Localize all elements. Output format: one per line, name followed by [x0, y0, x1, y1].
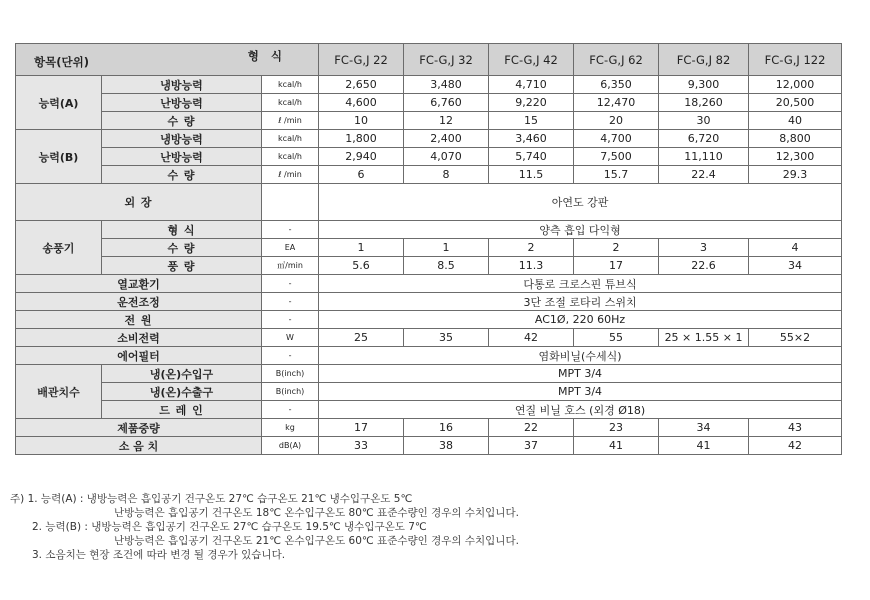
value-cell: 42 — [749, 437, 842, 455]
model-header: FC-G,J 122 — [749, 44, 842, 76]
table-row — [16, 311, 842, 329]
model-header: FC-G,J 32 — [404, 44, 489, 76]
value-cell: 34 — [659, 419, 749, 437]
value-cell: 6,760 — [404, 94, 489, 112]
value-cell: 2 — [489, 239, 574, 257]
unit-cell: B(inch) — [262, 383, 319, 401]
value-cell: 6,720 — [659, 130, 749, 148]
unit-cell: kcal/h — [262, 94, 319, 112]
value-cell: 22.4 — [659, 166, 749, 184]
value-cell: 10 — [319, 112, 404, 130]
group-label-capacity-b: 능력(B) — [16, 130, 102, 184]
table-row — [16, 239, 842, 257]
value-cell: 9,300 — [659, 76, 749, 94]
value-cell: 20 — [574, 112, 659, 130]
value-cell: 5.6 — [319, 257, 404, 275]
row-label-weight: 제품중량 — [16, 419, 262, 437]
value-cell: 22 — [489, 419, 574, 437]
footnote-line: 주) 1. 능력(A) : 냉방능력은 흡입공기 건구온도 27℃ 습구온도 21℃ 냉수입구온도 5℃ — [10, 493, 413, 505]
value-cell: 4 — [749, 239, 842, 257]
header-item-unit-label: 항목(단위) — [34, 55, 89, 69]
row-label-exterior: 외 장 — [16, 184, 262, 221]
value-cell: 25 — [319, 329, 404, 347]
table-row — [16, 112, 842, 130]
unit-cell: kg — [262, 419, 319, 437]
value-cell: 1,800 — [319, 130, 404, 148]
value-cell: 11,110 — [659, 148, 749, 166]
value-cell: 6,350 — [574, 76, 659, 94]
value-cell: 41 — [659, 437, 749, 455]
table-row — [16, 184, 842, 221]
value-cell: 4,710 — [489, 76, 574, 94]
table-row — [16, 148, 842, 166]
value-cell: 55×2 — [749, 329, 842, 347]
value-cell: 37 — [489, 437, 574, 455]
value-cell: 2,400 — [404, 130, 489, 148]
table-row — [16, 130, 842, 148]
value-cell: 4,070 — [404, 148, 489, 166]
value-cell: 1 — [319, 239, 404, 257]
row-label: 난방능력 — [102, 94, 262, 112]
row-label-control: 운전조정 — [16, 293, 262, 311]
table-row — [16, 221, 842, 239]
table-row — [16, 401, 842, 419]
value-cell-exterior: 아연도 강판 — [319, 184, 842, 221]
table-row — [16, 166, 842, 184]
row-label: 드 레 인 — [102, 401, 262, 419]
value-cell: 18,260 — [659, 94, 749, 112]
value-cell: 3,460 — [489, 130, 574, 148]
value-cell: 29.3 — [749, 166, 842, 184]
value-cell: 16 — [404, 419, 489, 437]
unit-cell: kcal/h — [262, 130, 319, 148]
model-header: FC-G,J 42 — [489, 44, 574, 76]
footnote-line: 3. 소음치는 현장 조건에 따라 변경 될 경우가 있습니다. — [32, 549, 286, 561]
value-cell: 8 — [404, 166, 489, 184]
value-cell: 42 — [489, 329, 574, 347]
value-cell: 8.5 — [404, 257, 489, 275]
value-cell: 33 — [319, 437, 404, 455]
value-cell: 5,740 — [489, 148, 574, 166]
footnote-line: 난방능력은 흡입공기 건구온도 21℃ 온수입구온도 60℃ 표준수량인 경우의 수치입니다. — [114, 535, 519, 547]
value-cell: 15.7 — [574, 166, 659, 184]
value-cell-blower-type: 양측 흡입 다익형 — [319, 221, 842, 239]
value-cell: 2,650 — [319, 76, 404, 94]
value-cell: 8,800 — [749, 130, 842, 148]
value-cell: 2,940 — [319, 148, 404, 166]
row-label: 냉방능력 — [102, 130, 262, 148]
row-label: 냉(온)수입구 — [102, 365, 262, 383]
value-cell: 15 — [489, 112, 574, 130]
value-cell-heat-exchanger: 다통로 크로스핀 튜브식 — [319, 275, 842, 293]
row-label-heat-exchanger: 열교환기 — [16, 275, 262, 293]
unit-cell: - — [262, 347, 319, 365]
value-cell: 12,470 — [574, 94, 659, 112]
unit-cell: - — [262, 401, 319, 419]
row-label-consumption: 소비전력 — [16, 329, 262, 347]
unit-cell: W — [262, 329, 319, 347]
unit-cell: - — [262, 311, 319, 329]
value-cell-power: AC1Ø, 220 60Hz — [319, 311, 842, 329]
value-cell: 4,700 — [574, 130, 659, 148]
unit-cell: B(inch) — [262, 365, 319, 383]
value-cell: 34 — [749, 257, 842, 275]
value-cell: 11.5 — [489, 166, 574, 184]
value-cell: 3 — [659, 239, 749, 257]
value-cell: 9,220 — [489, 94, 574, 112]
table-row — [16, 365, 842, 383]
spec-table — [15, 43, 842, 455]
table-row — [16, 419, 842, 437]
row-label-power: 전 원 — [16, 311, 262, 329]
table-row — [16, 257, 842, 275]
row-label-filter: 에어필터 — [16, 347, 262, 365]
footnotes — [10, 492, 770, 562]
group-label-capacity-a: 능력(A) — [16, 76, 102, 130]
unit-cell: EA — [262, 239, 319, 257]
spec-sheet — [15, 43, 841, 455]
value-cell: 41 — [574, 437, 659, 455]
footnote-line: 난방능력은 흡입공기 건구온도 18℃ 온수입구온도 80℃ 표준수량인 경우의 수치입니다. — [114, 507, 519, 519]
value-cell-outlet: MPT 3/4 — [319, 383, 842, 401]
unit-cell: dB(A) — [262, 437, 319, 455]
row-label: 수 량 — [102, 239, 262, 257]
value-cell: 55 — [574, 329, 659, 347]
value-cell: 22.6 — [659, 257, 749, 275]
table-row — [16, 347, 842, 365]
unit-cell: - — [262, 293, 319, 311]
value-cell-control: 3단 조절 로타리 스위치 — [319, 293, 842, 311]
unit-cell: ℓ /min — [262, 112, 319, 130]
value-cell: 7,500 — [574, 148, 659, 166]
unit-cell: ㎥/min — [262, 257, 319, 275]
model-header: FC-G,J 22 — [319, 44, 404, 76]
unit-cell — [262, 184, 319, 221]
value-cell-drain: 연질 비닐 호스 (외경 Ø18) — [319, 401, 842, 419]
value-cell: 1 — [404, 239, 489, 257]
value-cell: 6 — [319, 166, 404, 184]
value-cell: 17 — [574, 257, 659, 275]
table-row — [16, 437, 842, 455]
value-cell: 3,480 — [404, 76, 489, 94]
table-row — [16, 293, 842, 311]
row-label: 풍 량 — [102, 257, 262, 275]
row-label: 냉방능력 — [102, 76, 262, 94]
value-cell: 11.3 — [489, 257, 574, 275]
value-cell: 12,000 — [749, 76, 842, 94]
model-header: FC-G,J 62 — [574, 44, 659, 76]
table-row — [16, 76, 842, 94]
value-cell: 35 — [404, 329, 489, 347]
row-label: 냉(온)수출구 — [102, 383, 262, 401]
model-header: FC-G,J 82 — [659, 44, 749, 76]
value-cell: 38 — [404, 437, 489, 455]
header-row — [16, 44, 842, 76]
value-cell: 4,600 — [319, 94, 404, 112]
header-type-label: 형 식 — [247, 49, 287, 63]
table-row — [16, 275, 842, 293]
unit-cell: - — [262, 221, 319, 239]
unit-cell: kcal/h — [262, 76, 319, 94]
row-label: 난방능력 — [102, 148, 262, 166]
group-label-blower: 송풍기 — [16, 221, 102, 275]
table-row — [16, 329, 842, 347]
table-row — [16, 383, 842, 401]
value-cell: 43 — [749, 419, 842, 437]
row-label-noise: 소 음 치 — [16, 437, 262, 455]
row-label: 형 식 — [102, 221, 262, 239]
value-cell: 12 — [404, 112, 489, 130]
value-cell: 17 — [319, 419, 404, 437]
value-cell: 12,300 — [749, 148, 842, 166]
row-label: 수 량 — [102, 166, 262, 184]
unit-cell: ℓ /min — [262, 166, 319, 184]
table-row — [16, 94, 842, 112]
unit-cell: kcal/h — [262, 148, 319, 166]
footnote-line: 2. 능력(B) : 냉방능력은 흡입공기 건구온도 27℃ 습구온도 19.5℃ 냉수입구온도 7℃ — [32, 521, 427, 533]
header-corner-cell — [16, 44, 319, 76]
row-label: 수 량 — [102, 112, 262, 130]
value-cell: 30 — [659, 112, 749, 130]
value-cell: 2 — [574, 239, 659, 257]
value-cell-inlet: MPT 3/4 — [319, 365, 842, 383]
value-cell: 25 × 1.55 × 1 — [659, 329, 749, 347]
group-label-piping: 배관치수 — [16, 365, 102, 419]
value-cell-filter: 염화비닐(수세식) — [319, 347, 842, 365]
value-cell: 23 — [574, 419, 659, 437]
value-cell: 20,500 — [749, 94, 842, 112]
unit-cell: - — [262, 275, 319, 293]
value-cell: 40 — [749, 112, 842, 130]
